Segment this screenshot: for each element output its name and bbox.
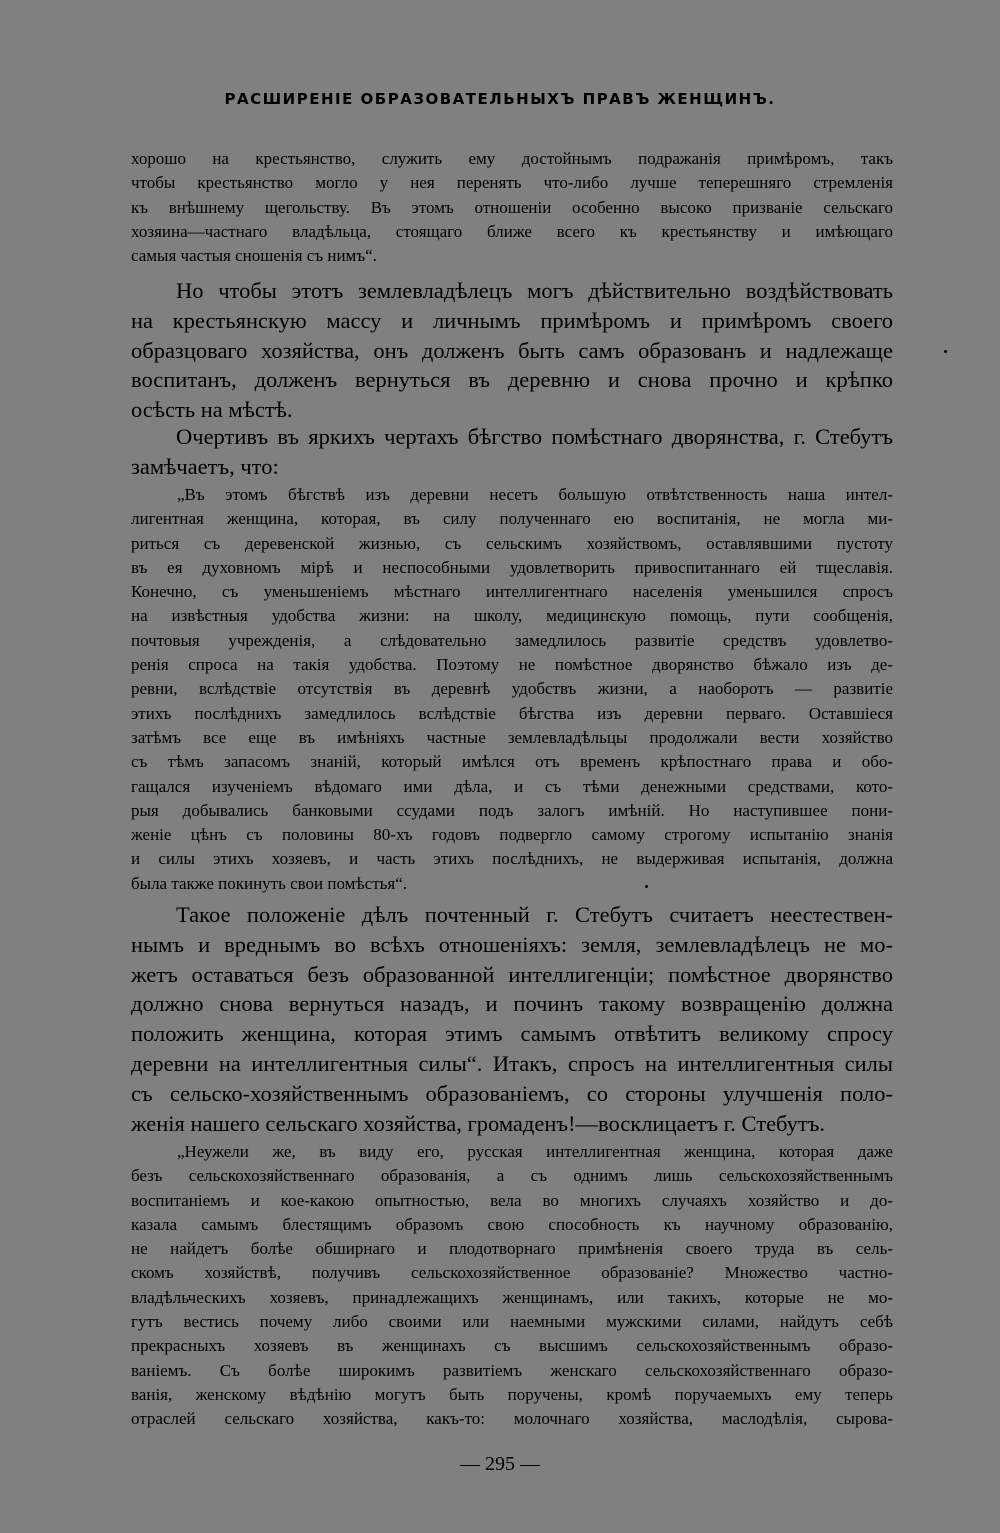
text-line: „Въ этомъ бѣгствѣ изъ деревни несетъ большую отвѣтственность наша интел-	[177, 485, 893, 504]
block-quote	[131, 483, 893, 896]
text-line: скомъ хозяйствѣ, получивъ сельскохозяйственное образованіе? Множество частно-	[131, 1263, 893, 1283]
text-line: Конечно, съ уменьшеніемъ мѣстнаго интеллигентнаго населенія уменьшился спросъ	[131, 582, 893, 602]
body-paragraph	[131, 422, 893, 482]
text-line: риться съ деревенской жизнью, съ сельскимъ хозяйствомъ, оставлявшими пустоту	[131, 533, 893, 553]
text-line: воспитанъ, долженъ вернуться въ деревню и снова прочно и крѣпко	[131, 367, 893, 393]
text-line: казала самымъ блестящимъ образомъ свою способность къ научному образованію,	[131, 1214, 893, 1234]
scan-speck	[645, 885, 648, 888]
text-line: Но чтобы этотъ землевладѣлецъ могъ дѣйствительно воздѣйствовать	[176, 278, 893, 303]
text-line: должно снова вернуться назадъ, и починъ такому возвращенію должна	[131, 991, 893, 1017]
text-line: на крестьянскую массу и личнымъ примѣромъ и примѣромъ своего	[131, 307, 893, 333]
text-line: воспитаніемъ и кое-какою опытностью, вела во многихъ случаяхъ хозяйство и до-	[131, 1190, 893, 1210]
text-line: лигентная женщина, которая, въ силу полученнаго ею воспитанія, не могла ми-	[131, 509, 893, 529]
text-line: гутъ вестись почему либо своими или наемными мужскими силами, найдутъ себѣ	[131, 1312, 893, 1332]
text-line: чтобы крестьянство могло у нея перенять что-либо лучше теперешняго стремленія	[131, 173, 893, 193]
text-line: безъ сельскохозяйственнаго образованія, а съ однимъ лишь сельскохозяйственнымъ	[131, 1166, 893, 1186]
text-line: положить женщина, которая этимъ самымъ отвѣтитъ великому спросу	[131, 1021, 893, 1047]
quote-continuation	[131, 147, 893, 268]
text-line: съ сельско-хозяйственнымъ образованіемъ, со стороны улучшенія поло-	[131, 1080, 893, 1106]
text-line: образцоваго хозяйства, онъ долженъ быть самъ образованъ и надлежаще	[131, 337, 893, 363]
text-line: нымъ и вреднымъ во всѣхъ отношеніяхъ: земля, землевладѣлецъ не мо-	[131, 931, 893, 957]
text-line: къ внѣшнему щегольству. Въ этомъ отношеніи особенно высоко призваніе сельскаго	[131, 197, 893, 217]
text-line: ревни, вслѣдствіе отсутствія въ деревнѣ удобствъ жизни, а наоборотъ — развитіе	[131, 679, 893, 699]
text-line: гащался изученіемъ вѣдомаго ими дѣла, и съ тѣми денежными средствами, кото-	[131, 776, 893, 796]
text-line: затѣмъ все еще въ имѣніяхъ частные землевладѣльцы продолжали вести хозяйство	[131, 727, 893, 747]
text-line: не найдетъ болѣе обширнаго и плодотворнаго примѣненія своего труда въ сель-	[131, 1239, 893, 1259]
text-line: была также покинуть свои помѣстья“.	[131, 873, 408, 893]
text-line: почтовыя учрежденія, а слѣдовательно замедлилось развитіе средствъ удовлетво-	[131, 630, 893, 650]
text-line: съ тѣмъ запасомъ знаній, который имѣлся отъ временъ крѣпостнаго права и обо-	[131, 752, 893, 772]
text-line: хозяина—частнаго владѣльца, стоящаго ближе всего къ крестьянству и имѣющаго	[131, 221, 893, 241]
text-line: женія нашего сельскаго хозяйства, громаденъ!—восклицаетъ г. Стебутъ.	[131, 1110, 825, 1136]
text-line: ренія спроса на такія удобства. Поэтому не помѣстное дворянство бѣжало изъ де-	[131, 655, 893, 675]
running-head: РАСШИРЕНІЕ ОБРАЗОВАТЕЛЬНЫХЪ ПРАВЪ ЖЕНЩИНЪ.	[224, 90, 776, 108]
text-line: замѣчаетъ, что:	[131, 453, 279, 479]
text-line: жетъ оставаться безъ образованной интеллигенціи; помѣстное дворянство	[131, 961, 893, 987]
text-line: ванія, женскому вѣдѣнію могутъ быть поручены, кромѣ поручаемыхъ ему теперь	[131, 1384, 893, 1404]
block-quote	[131, 1140, 893, 1432]
text-line: этихъ послѣднихъ замедлилось вслѣдствіе бѣгства изъ деревни перваго. Оставшіеся	[131, 703, 893, 723]
text-line: Такое положеніе дѣлъ почтенный г. Стебутъ считаетъ неестествен-	[176, 902, 893, 927]
text-line: прекрасныхъ хозяевъ въ женщинахъ съ высшимъ сельскохозяйственнымъ образо-	[131, 1336, 893, 1356]
text-line: самыя частыя сношенія съ нимъ“.	[131, 246, 377, 266]
text-line: женіе цѣнъ съ половины 80-хъ годовъ подвергло самому строгому испытанію знанія	[131, 825, 893, 845]
body-paragraph	[131, 900, 893, 1138]
text-line: отраслей сельскаго хозяйства, какъ-то: молочнаго хозяйства, маслодѣлія, сырова-	[131, 1409, 893, 1429]
text-line: рыя добывались банковыми ссудами подъ залогъ имѣній. Но наступившее пони-	[131, 800, 893, 820]
body-paragraph	[131, 276, 893, 425]
text-line: въ ея духовномъ мірѣ и неспособными удовлетворить привоспитаннаго ей тщеславія.	[131, 557, 893, 577]
text-line: и силы этихъ хозяевъ, и часть этихъ послѣднихъ, не выдерживая испытанія, должна	[131, 849, 893, 869]
text-line: хорошо на крестьянство, служить ему достойнымъ подражанія примѣромъ, такъ	[131, 149, 893, 168]
text-line: Очертивъ въ яркихъ чертахъ бѣгство помѣстнаго дворянства, г. Стебутъ	[176, 424, 893, 449]
text-line: осѣсть на мѣстѣ.	[131, 397, 293, 423]
text-line: на извѣстныя удобства жизни: на школу, медицинскую помощь, пути сообщенія,	[131, 606, 893, 626]
page-number: — 295 —	[460, 1453, 540, 1475]
text-line: владѣльческихъ хозяевъ, принадлежащихъ женщинамъ, или такихъ, которые не мо-	[131, 1287, 893, 1307]
text-line: деревни на интеллигентныя силы“. Итакъ, спросъ на интеллигентныя силы	[131, 1050, 893, 1076]
text-line: „Неужели же, въ виду его, русская интеллигентная женщина, которая даже	[177, 1142, 893, 1161]
text-line: ваніемъ. Съ болѣе широкимъ развитіемъ женскаго сельскохозяйственнаго образо-	[131, 1360, 893, 1380]
scan-speck	[944, 350, 947, 353]
